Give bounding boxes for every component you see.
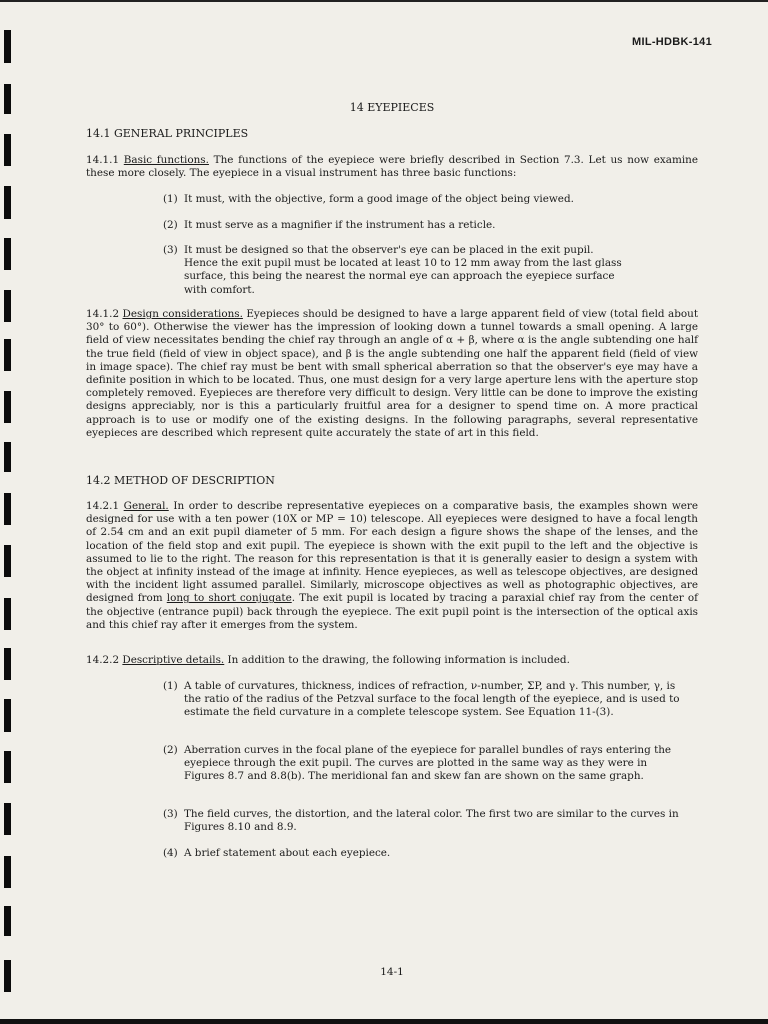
binder-mark [4,391,11,423]
paragraph-text: The functions of the eyepiece were briefly described in Section 7.3. Let us now examine these more closely. The eyepiece in a visual instrument has three basic functions: [86,154,698,180]
list-item-number: (2) [163,744,178,756]
list-item-text: Aberration curves in the focal plane of the eyepiece for parallel bundles of rays entering the eyepiece through the exit pupil. The curves are plotted in the same way as they were in Figures 8.7 and 8.8(b). The meridional fan and skew fan are shown on the same graph. [184,744,672,783]
list-item-text: The field curves, the distortion, and the lateral color. The first two are similar to the curves in Figures 8.10 and 8.9. [184,808,679,834]
list-item-1 [163,193,683,206]
paragraph-number: 14.1.1 [86,154,120,166]
page-number: 14-1 [380,966,404,978]
list-item-text: It must serve as a magnifier if the instrument has a reticle. [184,219,496,231]
section-heading-14-2: 14.2 METHOD OF DESCRIPTION [86,474,275,487]
binder-mark [4,134,11,166]
list-item-number: (4) [163,847,178,859]
page-bottom-rule [0,1019,768,1024]
binder-mark [4,699,11,732]
binder-mark [4,238,11,270]
binder-mark [4,598,11,630]
list-item-number: (3) [163,244,178,256]
detail-item-4 [163,847,683,860]
binder-mark [4,803,11,835]
paragraph-number: 14.1.2 [86,308,120,320]
paragraph-14-1-1 [86,154,698,180]
detail-item-1 [163,680,683,720]
paragraph-label: Descriptive details. [122,654,225,666]
paragraph-label: General. [123,500,169,512]
list-item-2 [163,219,683,232]
binder-mark [4,339,11,371]
detail-item-2 [163,744,683,784]
binder-mark [4,648,11,680]
binder-mark [4,30,11,63]
binder-mark [4,906,11,936]
binder-mark [4,84,11,114]
paragraph-14-1-2 [86,308,698,440]
underlined-term: long to short conjugate [166,592,292,605]
binder-mark [4,856,11,888]
binder-mark [4,186,11,219]
paragraph-text: In order to describe representative eyepieces on a comparative basis, the examples shown were designed for use with a ten power (10X or MP = 10) telescope. All eyepieces were designed to have a focal length of 2.54 cm and an exit pupil diameter of 5 mm. For each design a figure shows the shape of the lenses, and the location of the field stop and exit pupil. The eyepiece is shown with the exit pupil to the left and the objective is assumed to lie to the right. The reason for this representation is that it is generally easier to design a system with the object at infinity instead of the image at infinity. Hence eyepieces, as well as telescope objectives, are designed with the incident light assumed parallel. Similarly, microscope objectives as well as photographic objectives, are designed from [86,500,699,605]
paragraph-text: In addition to the drawing, the following information is included. [224,654,570,666]
list-item-number: (2) [163,219,178,231]
paragraph-14-2-2 [86,654,698,667]
paragraph-text: . The exit pupil is located by tracing a paraxial chief ray from the center of the objective (entrance pupil) back through the eyepiece. The exit pupil point is the intersection of the optical axis and this chief ray after it emerges from the system. [86,592,698,631]
section-heading-14-1: 14.1 GENERAL PRINCIPLES [86,127,249,140]
paragraph-label: Basic functions. [123,154,209,166]
list-item-text: A brief statement about each eyepiece. [184,847,391,859]
document-id: MIL-HDBK-141 [632,36,712,48]
binder-mark [4,290,11,322]
detail-item-3 [163,808,683,834]
list-item-text: It must be designed so that the observer's eye can be placed in the exit pupil. Hence the exit pupil must be located at least 10 to 12 mm away from the last glass surface, this being the nearest the normal eye can approach the eyepiece surface with comfort. [184,244,622,296]
list-item-number: (3) [163,808,178,820]
list-item-3 [163,244,623,297]
list-item-number: (1) [163,193,178,205]
binder-mark [4,545,11,577]
chapter-title: 14 EYEPIECES [349,101,435,114]
paragraph-number: 14.2.2 [86,654,120,666]
binder-mark [4,442,11,472]
binder-mark [4,493,11,525]
binder-mark [4,751,11,783]
paragraph-label: Design considerations. [122,308,243,320]
paragraph-14-2-1 [86,500,698,632]
page-top-rule [0,0,768,2]
list-item-text: It must, with the objective, form a good image of the object being viewed. [184,193,574,205]
list-item-number: (1) [163,680,178,692]
binder-mark [4,960,11,992]
paragraph-text: Eyepieces should be designed to have a large apparent field of view (total field about 30° to 60°). Otherwise the viewer has the impression of looking down a tunnel towards a small opening. A large field of view necessitates bending the chief ray through an angle of α + β, where α is the angle subtending one half the true field (field of view in object space), and β is the angle subtending one half the apparent field (field of view in image space). The chief ray must be bent with small spherical aberration so that the observer's eye may have a definite position in which to be located. Thus, one must design for a very large aperture lens with the aperture stop completely removed. Eyepieces are therefore very difficult to design. Very little can be done to improve the existing designs appreciably, nor is this a particularly fruitful area for a designer to spend time on. A more practical approach is to use or modify one of the existing designs. In the following paragraphs, several representative eyepieces are described which represent quite accurately the state of art in this field. [86,308,698,439]
paragraph-number: 14.2.1 [86,500,120,512]
list-item-text: A table of curvatures, thickness, indices of refraction, ν-number, ΣP, and γ. This number, γ, is the ratio of the radius of the Petzval surface to the focal length of the eyepiece, and is used to estimate the field curvature in a complete telescope system. See Equation 11-(3). [184,680,680,719]
